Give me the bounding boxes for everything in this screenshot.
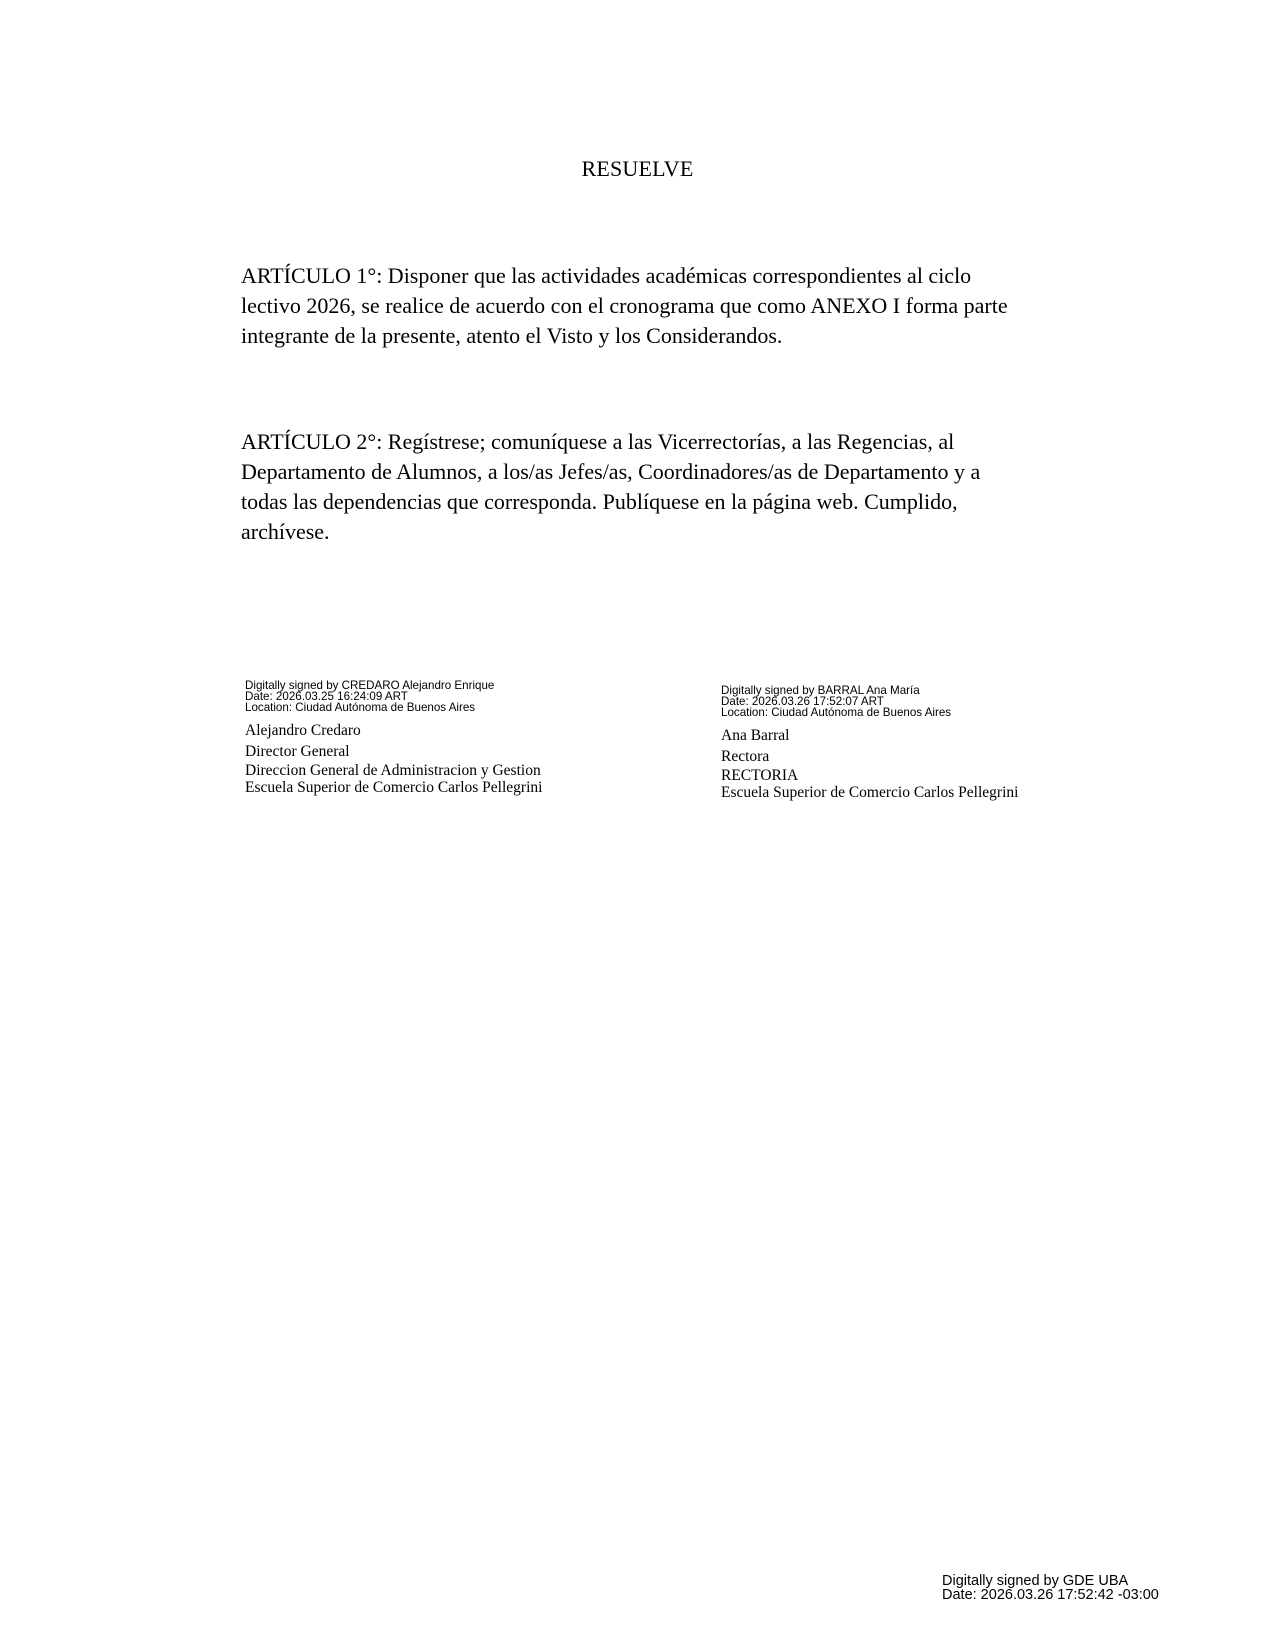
article-line: integrante de la presente, atento el Visto y los Considerandos. — [241, 323, 783, 348]
article-line: Departamento de Alumnos, a los/as Jefes/as, Coordinadores/as de Departamento y a — [241, 459, 981, 484]
signer-position: Rectora — [721, 748, 770, 765]
article-line: ARTÍCULO 1°: Disponer que las actividades académicas correspondientes al ciclo — [241, 263, 972, 288]
signer-department: Direccion General de Administracion y Gestion — [245, 762, 541, 779]
signature-location: Location: Ciudad Autónoma de Buenos Aires — [245, 701, 476, 714]
signer-info — [245, 720, 542, 796]
signer-institution: Escuela Superior de Comercio Carlos Pellegrini — [245, 779, 543, 796]
signed-by: Digitally signed by BARRAL Ana María — [721, 684, 920, 697]
article-1 — [241, 261, 1081, 351]
signature-location: Location: Ciudad Autónoma de Buenos Aires — [721, 706, 952, 719]
digital-signature-stamp — [721, 685, 1018, 718]
signature-date: Date: 2026.03.25 16:24:09 ART — [245, 690, 408, 703]
system-signature-stamp — [942, 1574, 1159, 1602]
resolution-heading: RESUELVE — [581, 156, 694, 181]
signer-institution: Escuela Superior de Comercio Carlos Pellegrini — [721, 784, 1019, 801]
article-line: archívese. — [241, 519, 330, 544]
article-2 — [241, 427, 1081, 547]
signer-department: RECTORIA — [721, 767, 799, 784]
system-signed-by: Digitally signed by GDE UBA — [942, 1573, 1129, 1589]
signature-block-credaro — [245, 680, 542, 796]
signer-position: Director General — [245, 743, 350, 760]
digital-signature-stamp — [245, 680, 542, 713]
signature-block-barral — [721, 685, 1018, 801]
article-line: todas las dependencias que corresponda. Publíquese en la página web. Cumplido, — [241, 489, 958, 514]
system-signature-date: Date: 2026.03.26 17:52:42 -03:00 — [942, 1587, 1159, 1603]
signer-name: Ana Barral — [721, 727, 790, 744]
signer-name: Alejandro Credaro — [245, 722, 361, 739]
signature-date: Date: 2026.03.26 17:52:07 ART — [721, 695, 884, 708]
signer-info — [721, 725, 1018, 801]
article-line: ARTÍCULO 2°: Regístrese; comuníquese a las Vicerrectorías, a las Regencias, al — [241, 429, 955, 454]
article-line: lectivo 2026, se realice de acuerdo con el cronograma que como ANEXO I forma parte — [241, 293, 1008, 318]
signed-by: Digitally signed by CREDARO Alejandro Enrique — [245, 679, 495, 692]
